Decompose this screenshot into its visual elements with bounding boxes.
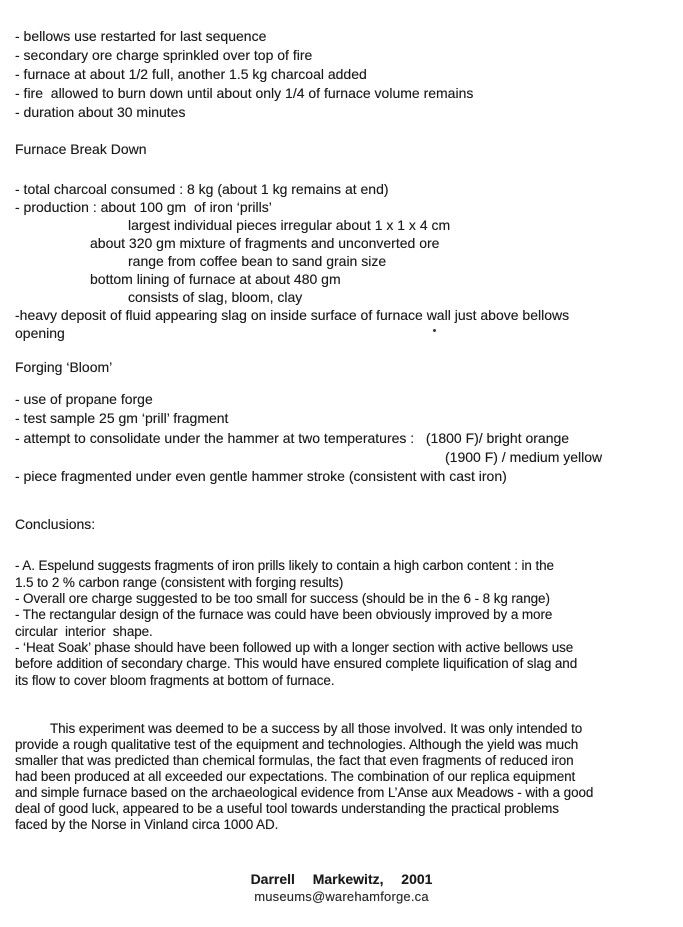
document-line: had been produced at all exceeded our expectations. The combination of our replica equipment (15, 769, 576, 785)
signature-block (0, 870, 683, 905)
section-intro-bullets (15, 27, 673, 122)
document-line: and simple furnace based on the archaeological evidence from L’Anse aux Meadows - with a good (15, 785, 594, 801)
document-line: largest individual pieces irregular about 1 x 1 x 4 cm (128, 217, 451, 233)
document-line: - test sample 25 gm ‘prill’ fragment (15, 410, 229, 427)
document-line: provide a rough qualitative test of the equipment and technologies. Although the yield was much (15, 736, 579, 752)
document-line: circular interior shape. (15, 623, 153, 639)
document-line: - piece fragmented under even gentle hammer stroke (consistent with cast iron) (15, 468, 507, 485)
section-heading-furnace-break-down: Furnace Break Down (15, 141, 147, 157)
document-line: 1.5 to 2 % carbon range (consistent with forging results) (15, 574, 344, 590)
section-furnace-break-down (15, 180, 673, 342)
document-line: - Overall ore charge suggested to be too small for success (should be in the 6 - 8 kg range) (15, 591, 550, 607)
document-line: - ‘Heat Soak’ phase should have been followed up with a longer section with active bellows use (15, 639, 574, 655)
document-line: bottom lining of furnace at about 480 gm (90, 271, 341, 287)
document-line: its flow to cover bloom fragments at bottom of furnace. (15, 672, 335, 688)
document-line: - secondary ore charge sprinkled over top of fire (15, 47, 313, 63)
document-line: faced by the Norse in Vinland circa 1000 AD. (15, 817, 279, 833)
document-line: (1900 F) / medium yellow (445, 448, 603, 465)
document-line: consists of slag, bloom, clay (128, 289, 303, 305)
document-line: - fire allowed to burn down until about only 1/4 of furnace volume remains (15, 85, 474, 101)
document-line: - use of propane forge (15, 391, 153, 407)
section-heading-conclusions: Conclusions: (15, 516, 96, 533)
section-forging-bloom (15, 390, 673, 486)
document-line: - bellows use restarted for last sequence (15, 28, 267, 44)
author-name: Darrell Markewitz, 2001 (250, 870, 433, 887)
document-line: about 320 gm mixture of fragments and unconverted ore (90, 235, 440, 251)
document-line: -heavy deposit of fluid appearing slag on inside surface of furnace wall just above bellows (15, 307, 570, 323)
document-line: deal of good luck, appeared to be a useful tool towards understanding the practical problems (15, 801, 559, 817)
document-line: smaller that was predicted than chemical formulas, the fact that even fragments of reduced iron (15, 753, 574, 769)
document-line: opening (15, 325, 65, 341)
section-heading-forging-bloom: Forging ‘Bloom’ (15, 359, 113, 375)
document-line: - The rectangular design of the furnace was could have been obviously improved by a more (15, 607, 553, 623)
section-closing-paragraph (15, 721, 673, 834)
document-line: This experiment was deemed to be a success by all those involved. It was only intended to (50, 720, 583, 736)
document-line: - A. Espelund suggests fragments of iron prills likely to contain a high carbon content : in the (15, 558, 554, 574)
document-line: - duration about 30 minutes (15, 104, 186, 120)
section-conclusions (15, 558, 673, 688)
document-line: before addition of secondary charge. This would have ensured complete liquification of slag and (15, 656, 578, 672)
document-line: range from coffee bean to sand grain size (128, 253, 387, 269)
document-line: - total charcoal consumed : 8 kg (about 1 kg remains at end) (15, 181, 389, 197)
document-line: - attempt to consolidate under the hammer at two temperatures : (1800 F)/ bright orange (15, 429, 570, 446)
scan-artifact-dot (433, 329, 436, 332)
author-email: museums@warehamforge.ca (254, 888, 429, 904)
document-line: - furnace at about 1/2 full, another 1.5 kg charcoal added (15, 66, 367, 82)
document-line: - production : about 100 gm of iron ‘prills’ (15, 199, 272, 215)
